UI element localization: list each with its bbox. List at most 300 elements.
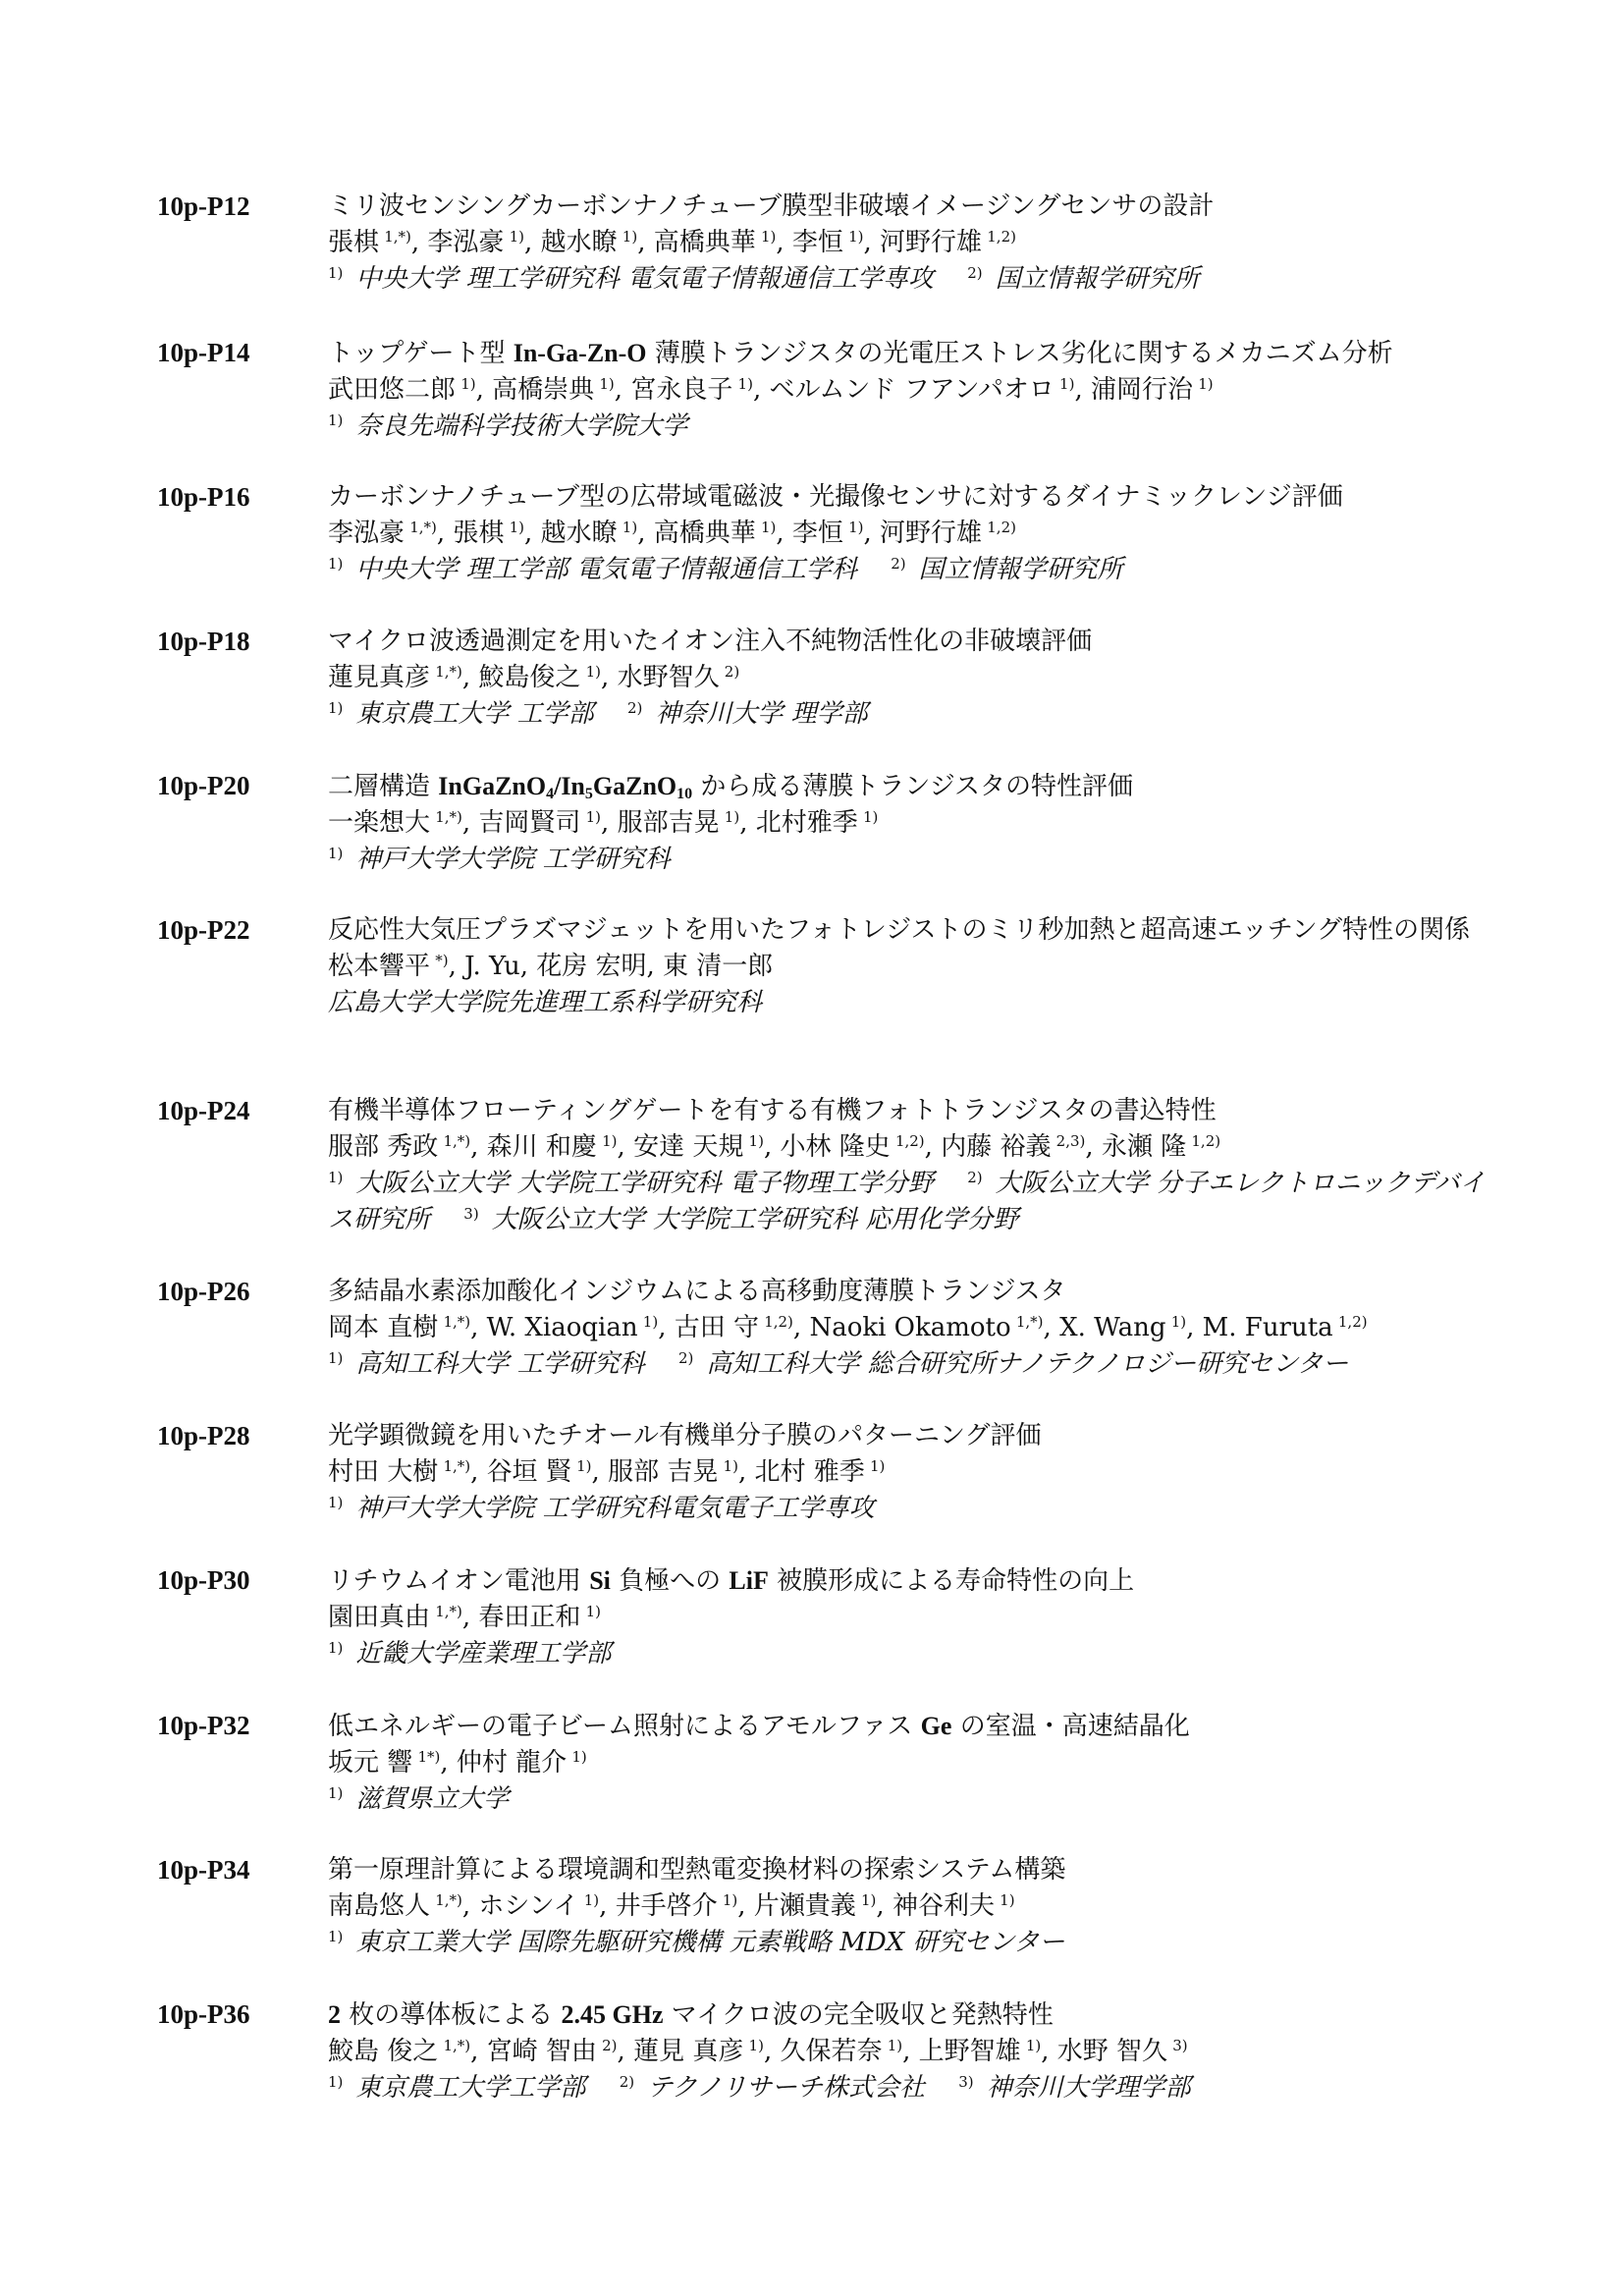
program-entry bbox=[157, 1562, 1492, 1708]
affiliation bbox=[328, 1169, 967, 1198]
affiliations bbox=[328, 985, 1491, 1021]
author bbox=[457, 1748, 587, 1777]
affiliation bbox=[967, 264, 1199, 294]
affiliation-marker: 1) bbox=[576, 1457, 592, 1475]
affiliation-marker: 3) bbox=[1172, 2037, 1188, 2054]
session-code: 10p-P36 bbox=[157, 1999, 250, 2029]
author-name: 花房 宏明 bbox=[536, 952, 647, 981]
paper-title: 低エネルギーの電子ビーム照射によるアモルファス Ge の室温・高速結晶化 bbox=[328, 1712, 1190, 1741]
author: 宮永良子 $^{1)}$, bbox=[630, 375, 770, 405]
affiliation-marker: 1) bbox=[622, 519, 638, 536]
affiliation-marker: 1) bbox=[642, 1313, 659, 1331]
affiliation-marker: 1) bbox=[1059, 375, 1075, 393]
author-name: 谷垣 賢 bbox=[486, 1457, 571, 1487]
author: 高橋典華 $^{1)}$, bbox=[653, 519, 792, 548]
author: 鮫島 俊之 $^{1,*)}$, bbox=[328, 2037, 487, 2066]
affiliations bbox=[328, 1925, 1491, 1961]
affiliation-number: 2) bbox=[626, 699, 643, 717]
author-name: 張棋 bbox=[453, 519, 505, 548]
affiliation-marker: 1) bbox=[585, 1603, 602, 1620]
author: 高橋典華 $^{1)}$, bbox=[653, 228, 792, 257]
affiliation-marker: 1) bbox=[724, 808, 740, 826]
author-name: 内藤 裕義 bbox=[941, 1132, 1052, 1162]
affiliation-number: 1) bbox=[328, 1169, 344, 1186]
author-list bbox=[328, 1888, 1491, 1925]
author: 蓮見真彦 $^{1,*)}$, bbox=[328, 663, 479, 692]
entry-body bbox=[328, 1274, 1491, 1418]
author-name: 森川 和慶 bbox=[486, 1132, 597, 1162]
author-name: ベルムンド フアンパオロ bbox=[769, 375, 1055, 405]
paper-title: 有機半導体フローティングゲートを有する有機フォトトランジスタの書込特性 bbox=[328, 1096, 1217, 1125]
author-name: 浦岡行治 bbox=[1090, 375, 1193, 405]
program-entry bbox=[157, 189, 1492, 335]
affiliation bbox=[328, 1349, 678, 1379]
affiliation-marker: 1) bbox=[748, 2037, 764, 2054]
author bbox=[880, 519, 1016, 548]
affiliation-marker: 1) bbox=[848, 228, 864, 246]
affiliation-marker: 1) bbox=[460, 375, 476, 393]
author bbox=[880, 228, 1016, 257]
author-name: 神谷利夫 bbox=[892, 1891, 995, 1921]
affiliation-number: 2) bbox=[677, 1349, 694, 1367]
author: ベルムンド フアンパオロ $^{1)}$, bbox=[769, 375, 1091, 405]
author-list bbox=[328, 949, 1491, 985]
author bbox=[754, 1457, 885, 1487]
affiliation-marker: 1) bbox=[1025, 2037, 1042, 2054]
affiliations bbox=[328, 1491, 1491, 1527]
affiliation-number: 1) bbox=[328, 1639, 344, 1657]
author: 高橋崇典 $^{1)}$, bbox=[492, 375, 631, 405]
affiliation-number: 2) bbox=[619, 2073, 635, 2091]
author: 越水瞭 $^{1)}$, bbox=[540, 228, 654, 257]
author-list bbox=[328, 1745, 1491, 1781]
author: 古田 守 $^{1,2)}$, bbox=[674, 1313, 810, 1342]
affiliation-name: 中央大学 理工学研究科 電気電子情報通信工学専攻 bbox=[355, 264, 934, 294]
affiliation-marker: 1) bbox=[869, 1457, 886, 1475]
affiliation-marker: 1) bbox=[887, 2037, 903, 2054]
affiliation-marker: 1) bbox=[509, 228, 525, 246]
affiliations bbox=[328, 552, 1491, 588]
author: 吉岡賢司 $^{1)}$, bbox=[478, 808, 618, 838]
entry-body bbox=[328, 479, 1491, 624]
affiliation-marker: 1,*) bbox=[443, 2037, 471, 2054]
author: 李恒 $^{1)}$, bbox=[791, 519, 881, 548]
affiliation-number: 1) bbox=[328, 1349, 344, 1367]
affiliation-name: 国立情報学研究所 bbox=[918, 555, 1123, 584]
affiliation-marker: 1,*) bbox=[435, 808, 462, 826]
author-list bbox=[328, 805, 1491, 842]
affiliation-marker: 1) bbox=[861, 1891, 877, 1909]
affiliation bbox=[328, 1639, 611, 1668]
author-name: 服部吉晃 bbox=[617, 808, 720, 838]
session-code: 10p-P34 bbox=[157, 1855, 250, 1885]
affiliation bbox=[328, 555, 891, 584]
author: 李泓豪 $^{1,*)}$, bbox=[328, 519, 454, 548]
affiliation-marker: 1) bbox=[599, 375, 615, 393]
author-name: 上野智雄 bbox=[918, 2037, 1021, 2066]
author-name: 鮫島俊之 bbox=[478, 663, 581, 692]
affiliations bbox=[328, 1636, 1491, 1672]
session-code: 10p-P20 bbox=[157, 771, 250, 800]
affiliation-name: 大阪公立大学 大学院工学研究科 応用化学分野 bbox=[491, 1205, 1019, 1234]
affiliation-name: 東京農工大学工学部 bbox=[355, 2073, 586, 2103]
affiliation-marker: 1,2) bbox=[894, 1132, 925, 1150]
author-name: 李泓豪 bbox=[427, 228, 505, 257]
author bbox=[618, 663, 740, 692]
affiliation-name: 高知工科大学 総合研究所ナノテクノロジー研究センター bbox=[706, 1349, 1349, 1379]
author: 安達 天規 $^{1)}$, bbox=[633, 1132, 781, 1162]
author: W. Xiaoqian $^{1)}$, bbox=[486, 1313, 675, 1342]
affiliation bbox=[891, 555, 1122, 584]
author-name: 南島悠人 bbox=[328, 1891, 431, 1921]
paper-title: 2 枚の導体板による 2.45 GHz マイクロ波の完全吸収と発熱特性 bbox=[328, 2000, 1054, 2030]
entry-body bbox=[328, 1418, 1491, 1562]
affiliation bbox=[620, 2073, 959, 2103]
author-name: 片瀬貴義 bbox=[753, 1891, 856, 1921]
author: X. Wang $^{1)}$, bbox=[1059, 1313, 1203, 1342]
affiliation-marker: 1,*) bbox=[1015, 1313, 1044, 1331]
author-name: 一楽想大 bbox=[328, 808, 431, 838]
affiliation-marker: 1) bbox=[585, 808, 602, 826]
affiliation bbox=[328, 2073, 620, 2103]
affiliation bbox=[463, 1205, 1018, 1234]
author-name: 蓮見真彦 bbox=[328, 663, 431, 692]
author: 岡本 直樹 $^{1,*)}$, bbox=[328, 1313, 487, 1342]
paper-title: 二層構造 $InGaZnO_4/In_5GaZnO_{10}$ から成る薄膜トランジスタの特性評価 bbox=[328, 772, 1133, 802]
author: 小林 隆史 $^{1,2)}$, bbox=[780, 1132, 942, 1162]
author-name: 村田 大樹 bbox=[328, 1457, 439, 1487]
author-list bbox=[328, 1600, 1491, 1636]
paper-title: リチウムイオン電池用 Si 負極への LiF 被膜形成による寿命特性の向上 bbox=[328, 1566, 1135, 1596]
author bbox=[1091, 375, 1214, 405]
author-list bbox=[328, 516, 1491, 552]
author: ホシンイ $^{1)}$, bbox=[478, 1891, 616, 1921]
author-name: 久保若奈 bbox=[780, 2037, 883, 2066]
author-name: 李泓豪 bbox=[328, 519, 406, 548]
affiliation bbox=[328, 1928, 1064, 1957]
affiliation-number: 1) bbox=[328, 1928, 344, 1945]
program-entry bbox=[157, 1708, 1492, 1852]
affiliation-name: 東京工業大学 国際先駆研究機構 元素戦略 MDX 研究センター bbox=[355, 1928, 1065, 1957]
affiliation-name: 国立情報学研究所 bbox=[995, 264, 1200, 294]
session-code: 10p-P24 bbox=[157, 1096, 250, 1125]
affiliation-marker: 1,*) bbox=[409, 519, 437, 536]
author-name: 水野智久 bbox=[617, 663, 720, 692]
affiliation bbox=[328, 845, 671, 874]
affiliation-marker: 1,*) bbox=[443, 1457, 471, 1475]
author bbox=[893, 1891, 1015, 1921]
author bbox=[478, 1603, 601, 1632]
author bbox=[1203, 1313, 1368, 1342]
author: 内藤 裕義 $^{2,3)}$, bbox=[941, 1132, 1102, 1162]
affiliation-marker: 1) bbox=[722, 1891, 738, 1909]
paper-title: 第一原理計算による環境調和型熱電変換材料の探索システム構築 bbox=[328, 1855, 1066, 1885]
author-list bbox=[328, 372, 1491, 409]
affiliation-name: 東京農工大学 工学部 bbox=[355, 699, 594, 729]
author bbox=[756, 808, 879, 838]
affiliation-name: 大阪公立大学 大学院工学研究科 電子物理工学分野 bbox=[355, 1169, 934, 1198]
author: 蓮見 真彦 $^{1)}$, bbox=[633, 2037, 781, 2066]
affiliation-marker: 2) bbox=[724, 663, 740, 681]
affiliation-name: 奈良先端科学技術大学院大学 bbox=[355, 411, 688, 441]
author: 上野智雄 $^{1)}$, bbox=[918, 2037, 1057, 2066]
affiliation-marker: 1) bbox=[748, 1132, 764, 1150]
affiliation-name: 滋賀県立大学 bbox=[355, 1784, 510, 1814]
author bbox=[1057, 2037, 1188, 2066]
affiliation-marker: 1) bbox=[571, 1748, 587, 1766]
session-code: 10p-P18 bbox=[157, 627, 250, 656]
affiliation-name: 神奈川大学理学部 bbox=[986, 2073, 1191, 2103]
entry-body bbox=[328, 189, 1491, 335]
affiliation bbox=[328, 1784, 509, 1814]
affiliation-marker: 1,*) bbox=[435, 663, 462, 681]
affiliation-marker: 1,*) bbox=[435, 1603, 462, 1620]
session-code: 10p-P16 bbox=[157, 482, 250, 512]
program-entry bbox=[157, 1418, 1492, 1562]
author-name: 東 清一郎 bbox=[663, 952, 774, 981]
affiliation-marker: 1,*) bbox=[443, 1313, 471, 1331]
affiliation bbox=[627, 699, 868, 729]
affiliation-marker: 1,2) bbox=[764, 1313, 793, 1331]
entry-body bbox=[328, 1852, 1491, 1996]
session-code: 10p-P12 bbox=[157, 191, 250, 221]
program-entry bbox=[157, 768, 1492, 912]
author-name: 吉岡賢司 bbox=[478, 808, 581, 838]
affiliation-number: 3) bbox=[463, 1205, 479, 1223]
affiliation-name: 近畿大学産業理工学部 bbox=[355, 1639, 612, 1668]
affiliation-name: 神戸大学大学院 工学研究科電気電子工学専攻 bbox=[355, 1494, 875, 1523]
affiliation-name: 大阪公立大学 分子エレクトロニックデバイス研究所 bbox=[328, 1169, 1486, 1234]
affiliation-marker: 1) bbox=[1170, 1313, 1187, 1331]
entry-body bbox=[328, 912, 1491, 1093]
author-name: 安達 天規 bbox=[633, 1132, 744, 1162]
author-name: 仲村 龍介 bbox=[456, 1748, 568, 1777]
affiliation-number: 2) bbox=[967, 1169, 983, 1186]
session-code: 10p-P14 bbox=[157, 338, 250, 367]
author-name: W. Xiaoqian bbox=[486, 1313, 638, 1342]
affiliation-number: 2) bbox=[891, 555, 906, 573]
affiliation-number: 1) bbox=[328, 264, 344, 282]
author-name: 永瀬 隆 bbox=[1101, 1132, 1187, 1162]
program-entry bbox=[157, 624, 1492, 768]
author bbox=[663, 952, 773, 981]
affiliation-marker: 1) bbox=[760, 519, 777, 536]
author: 李泓豪 $^{1)}$, bbox=[427, 228, 541, 257]
author-name: 宮永良子 bbox=[630, 375, 733, 405]
author: 井手啓介 $^{1)}$, bbox=[615, 1891, 754, 1921]
author-name: 春田正和 bbox=[478, 1603, 581, 1632]
author: 森川 和慶 $^{1)}$, bbox=[486, 1132, 634, 1162]
author-name: 李恒 bbox=[791, 519, 843, 548]
session-code: 10p-P22 bbox=[157, 915, 250, 945]
paper-title: ミリ波センシングカーボンナノチューブ膜型非破壊イメージングセンサの設計 bbox=[328, 191, 1215, 221]
author-name: 北村雅季 bbox=[755, 808, 858, 838]
author-name: J. Yu bbox=[464, 952, 520, 981]
author: 越水瞭 $^{1)}$, bbox=[540, 519, 654, 548]
author-name: 李恒 bbox=[791, 228, 843, 257]
author: 李恒 $^{1)}$, bbox=[791, 228, 881, 257]
entry-body bbox=[328, 1996, 1491, 2141]
program-entry bbox=[157, 479, 1492, 624]
affiliation-marker: 1,2) bbox=[987, 228, 1016, 246]
affiliation-number: 1) bbox=[328, 2073, 344, 2091]
affiliation-marker: 2,3) bbox=[1055, 1132, 1086, 1150]
author-name: 北村 雅季 bbox=[754, 1457, 865, 1487]
author-name: 張棋 bbox=[328, 228, 380, 257]
affiliation-marker: 1) bbox=[737, 375, 753, 393]
program-entry bbox=[157, 1852, 1492, 1996]
author-list bbox=[328, 1454, 1491, 1491]
entry-body bbox=[328, 624, 1491, 768]
paper-title: 光学顕微鏡を用いたチオール有機単分子膜のパターニング評価 bbox=[328, 1421, 1042, 1450]
author-list bbox=[328, 2034, 1491, 2070]
program-entry bbox=[157, 1093, 1492, 1274]
affiliations bbox=[328, 842, 1491, 878]
author-name: X. Wang bbox=[1059, 1313, 1166, 1342]
author: 坂元 響 $^{1*)}$, bbox=[328, 1748, 457, 1777]
author-name: 宮崎 智由 bbox=[486, 2037, 597, 2066]
author-name: 越水瞭 bbox=[540, 519, 618, 548]
program-entry bbox=[157, 912, 1492, 1093]
affiliation-marker: 2) bbox=[602, 2037, 618, 2054]
author-name: 坂元 響 bbox=[328, 1748, 413, 1777]
affiliation-marker: 1,*) bbox=[435, 1891, 462, 1909]
affiliation-marker: 1) bbox=[602, 1132, 618, 1150]
affiliation-number: 3) bbox=[958, 2073, 974, 2091]
author-name: 高橋典華 bbox=[653, 228, 756, 257]
author-name: 水野 智久 bbox=[1056, 2037, 1168, 2066]
author: 張棋 $^{1,*)}$, bbox=[328, 228, 428, 257]
affiliation-number: 1) bbox=[328, 555, 344, 573]
author-name: 武田悠二郎 bbox=[328, 375, 457, 405]
author-name: Naoki Okamoto bbox=[809, 1313, 1011, 1342]
author-name: 鮫島 俊之 bbox=[328, 2037, 439, 2066]
author-list bbox=[328, 660, 1491, 696]
author-name: 河野行雄 bbox=[880, 519, 983, 548]
affiliation bbox=[958, 2073, 1190, 2103]
author-name: ホシンイ bbox=[478, 1891, 579, 1921]
author-name: 井手啓介 bbox=[615, 1891, 718, 1921]
affiliations bbox=[328, 261, 1491, 298]
program-entry bbox=[157, 335, 1492, 479]
author: 張棋 $^{1)}$, bbox=[453, 519, 541, 548]
author-list bbox=[328, 225, 1491, 261]
entry-body bbox=[328, 768, 1491, 912]
affiliations bbox=[328, 1346, 1491, 1383]
affiliation bbox=[328, 699, 627, 729]
author-name: 越水瞭 bbox=[540, 228, 618, 257]
author: 松本響平 *), bbox=[328, 952, 465, 981]
affiliations bbox=[328, 2070, 1491, 2106]
author-name: 高橋崇典 bbox=[492, 375, 595, 405]
paper-title: トップゲート型 In-Ga-Zn-O 薄膜トランジスタの光電圧ストレス劣化に関するメカニズム分析 bbox=[328, 339, 1393, 368]
author-name: 蓮見 真彦 bbox=[633, 2037, 744, 2066]
affiliation-marker: 1*) bbox=[417, 1748, 441, 1766]
affiliations bbox=[328, 1781, 1491, 1818]
affiliation-number: 1) bbox=[328, 1784, 344, 1802]
affiliation-marker: 1) bbox=[585, 663, 602, 681]
affiliation-name: 神戸大学大学院 工学研究科 bbox=[355, 845, 671, 874]
session-code: 10p-P30 bbox=[157, 1565, 250, 1595]
author-name: 松本響平 bbox=[328, 952, 431, 981]
author: 花房 宏明, bbox=[536, 952, 664, 981]
affiliation bbox=[328, 988, 762, 1017]
author-name: 岡本 直樹 bbox=[328, 1313, 439, 1342]
affiliation-marker: 1) bbox=[509, 519, 525, 536]
author-name: 服部 吉晃 bbox=[608, 1457, 719, 1487]
author-name: 古田 守 bbox=[674, 1313, 759, 1342]
affiliation-marker: 1) bbox=[583, 1891, 600, 1909]
author: 谷垣 賢 $^{1)}$, bbox=[486, 1457, 609, 1487]
author: 服部 吉晃 $^{1)}$, bbox=[608, 1457, 755, 1487]
author: 武田悠二郎 $^{1)}$, bbox=[328, 375, 493, 405]
affiliation-number: 1) bbox=[328, 699, 344, 717]
author-list bbox=[328, 1310, 1491, 1346]
affiliation-marker: 1,2) bbox=[1337, 1313, 1368, 1331]
author-list bbox=[328, 1129, 1491, 1166]
author-name: 園田真由 bbox=[328, 1603, 431, 1632]
affiliation-number: 1) bbox=[328, 411, 344, 429]
affiliation-number: 1) bbox=[328, 845, 344, 862]
entry-body bbox=[328, 1093, 1491, 1274]
affiliation-name: 神奈川大学 理学部 bbox=[655, 699, 868, 729]
affiliation-number: 2) bbox=[967, 264, 983, 282]
session-code: 10p-P32 bbox=[157, 1711, 250, 1740]
author: 服部吉晃 $^{1)}$, bbox=[617, 808, 756, 838]
affiliations bbox=[328, 1166, 1491, 1238]
entry-body bbox=[328, 335, 1491, 479]
session-code: 10p-P28 bbox=[157, 1421, 250, 1450]
entry-body bbox=[328, 1708, 1491, 1852]
affiliation-name: 中央大学 理工学部 電気電子情報通信工学科 bbox=[355, 555, 857, 584]
affiliations bbox=[328, 409, 1491, 445]
paper-title: カーボンナノチューブ型の広帯域電磁波・光撮像センサに対するダイナミックレンジ評価 bbox=[328, 482, 1343, 512]
affiliation bbox=[328, 411, 687, 441]
affiliation-marker: 1) bbox=[848, 519, 864, 536]
author-name: 河野行雄 bbox=[880, 228, 983, 257]
program-entry bbox=[157, 1996, 1492, 2141]
affiliation-marker: 1,2) bbox=[987, 519, 1016, 536]
affiliation-marker: 1,*) bbox=[443, 1132, 471, 1150]
author: 久保若奈 $^{1)}$, bbox=[780, 2037, 919, 2066]
affiliation-name: 広島大学大学院先進理工系科学研究科 bbox=[328, 988, 763, 1017]
author: 南島悠人 $^{1,*)}$, bbox=[328, 1891, 479, 1921]
paper-title: 多結晶水素添加酸化インジウムによる高移動度薄膜トランジスタ bbox=[328, 1277, 1066, 1306]
affiliation-marker: 1,2) bbox=[1191, 1132, 1221, 1150]
affiliation-marker: 1,*) bbox=[384, 228, 411, 246]
program-entry bbox=[157, 1274, 1492, 1418]
author: 村田 大樹 $^{1,*)}$, bbox=[328, 1457, 487, 1487]
author: 服部 秀政 $^{1,*)}$, bbox=[328, 1132, 487, 1162]
affiliation-marker: *) bbox=[435, 952, 449, 969]
author-name: 高橋典華 bbox=[653, 519, 756, 548]
affiliation-marker: 1) bbox=[760, 228, 777, 246]
author: 園田真由 $^{1,*)}$, bbox=[328, 1603, 479, 1632]
affiliation-marker: 1) bbox=[1000, 1891, 1015, 1909]
affiliation bbox=[328, 264, 967, 294]
program-list bbox=[157, 189, 1492, 2141]
affiliation-marker: 1) bbox=[862, 808, 879, 826]
author: J. Yu, bbox=[464, 952, 537, 981]
entry-body bbox=[328, 1562, 1491, 1708]
affiliation bbox=[328, 1494, 875, 1523]
affiliation-name: 高知工科大学 工学研究科 bbox=[355, 1349, 645, 1379]
author-name: 服部 秀政 bbox=[328, 1132, 439, 1162]
affiliations bbox=[328, 696, 1491, 733]
author: 片瀬貴義 $^{1)}$, bbox=[753, 1891, 893, 1921]
author bbox=[1102, 1132, 1220, 1162]
session-code: 10p-P26 bbox=[157, 1277, 250, 1306]
